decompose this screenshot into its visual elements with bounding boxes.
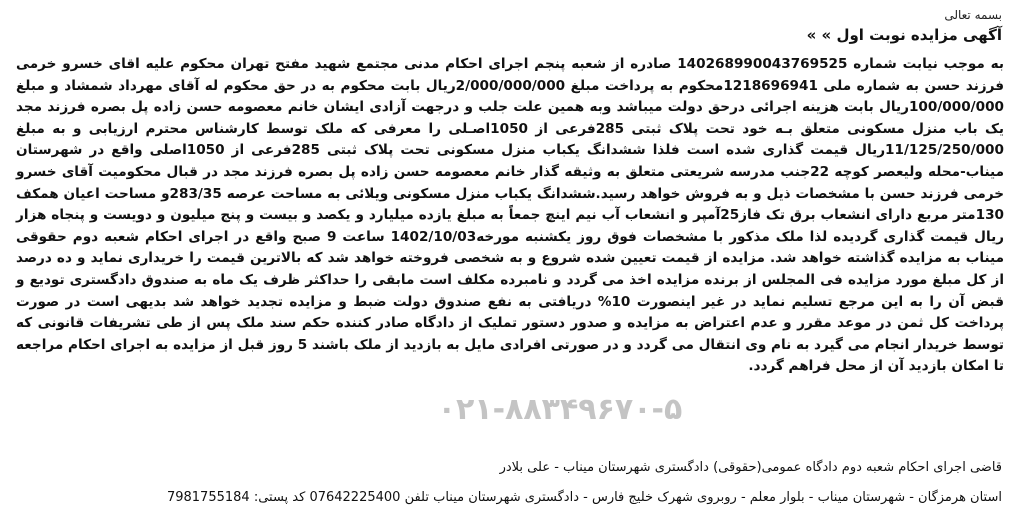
court-address: استان هرمزگان - شهرستان میناب - بلوار معلم - روبروی شهرک خلیج فارس - دادگستری شهرستان میناب تلفن 07642225400 کد پستی: 7981755184 <box>166 490 1002 505</box>
court-signature: قاضی اجرای احکام شعبه دوم دادگاه عمومی(حقوقی) دادگستری شهرستان میناب - علی بلادر <box>499 460 1002 475</box>
notice-body: به موجب نیابت شماره 140268990043769525 صادره از شعبه پنجم اجرای احکام مدنی مجتمع شهید مفتح تهران محکوم علیه اقای خسرو خرمی فرزند حسن به شماره ملی 1218696941محکوم به پرداخت مبلغ 2/000/000/000ریال بابت محکوم به در حق محکوم له آقای مهرداد شمشاد و مبلغ 100/000/000ریال بابت هزینه اجرائی درحق دولت میباشد وبه همین علت جلب و درجهت آزادی ایشان خانم معصومه حسن زاده پل بصره فرزند مجد یک باب منزل مسکونی متعلق بـه خود تحت پلاک ثبتی 285فرعی از 1050اصـلی را معرفی که ملک توسط کارشناس محترم ارزیابی و به مبلغ 11/125/250/000ریال قیمت گذاری شده است فلذا ششدانگ یکباب منزل مسکونی تحت پلاک ثبتی 285فرعی از 1050اصلی واقع در شهرستان میناب-محله ولیعصر کوچه 22جنب مدرسه شریعتی متعلق به وثیقه گذار خانم معصومه حسن زاده پل بصره فرزند مجد در قبال محکومیت آقای خسرو خرمی فرزند حسن با مشخصات ذیل و به فروش خواهد رسید.ششدانگ یکباب منزل مسکونی ویلائی به مساحت عرصه 283/35و مساحت اعیان همکف 130متر مربع دارای انشعاب برق تک فاز25آمپر و انشعاب آب نیم اینچ جمعاً به مبلغ یازده میلیارد و یکصد و بیست و پنج میلیون و دویست و پنجاه هزار ریال قیمت گذاری گردیده لذا ملک مذکور با مشخصات فوق روز یکشنبه مورخه1402/10/03 ساعت 9 صبح واقع در اجرای احکام شعبه دوم حقوقی میناب به مزایده گذاشته خواهد شد. مزایده از قیمت تعیین شده شروع و به شخصی فروخته خواهد شد که بالاترین قیمت را خریداری نماید و ده درصد از کل مبلغ مورد مزایده فی المجلس از برنده مزایده اخذ می گردد و نامبرده مکلف است مابقی را حداکثر ظرف یک ماه به صندوق دادگستری تودیع و قبض آن را به این مرجع تسلیم نماید در غیر اینصورت 10% دریافتی به نفع صندوق دولت ضبط و مزایده تجدید خواهد شد بدیهی است در صورت پرداخت کل ثمن در موعد مقرر و عدم اعتراض به مزایده و صدور دستور تملیک از دادگاه صادر کننده حکم سند ملک پس از طی تشریفات قانونی که توسط خریدار انجام می گیرد به نام وی انتقال می گردد و در صورتی افرادی مایل به بازدید از ملک باشند 5 روز قبل از مزایده به اجرای احکام مراجعه تا امکان بازدید آن از محل فراهم گردد. <box>16 56 1005 375</box>
court-signature-block <box>12 460 1002 475</box>
court-address-block <box>12 490 1002 505</box>
phone-watermark: ۰۲۱-۸۸۳۴۹۶۷۰-۵ <box>437 392 683 427</box>
basmala-text: بسمه تعالی <box>944 8 1002 22</box>
notice-title: آگهی مزایده نوبت اول » » <box>806 26 1002 44</box>
